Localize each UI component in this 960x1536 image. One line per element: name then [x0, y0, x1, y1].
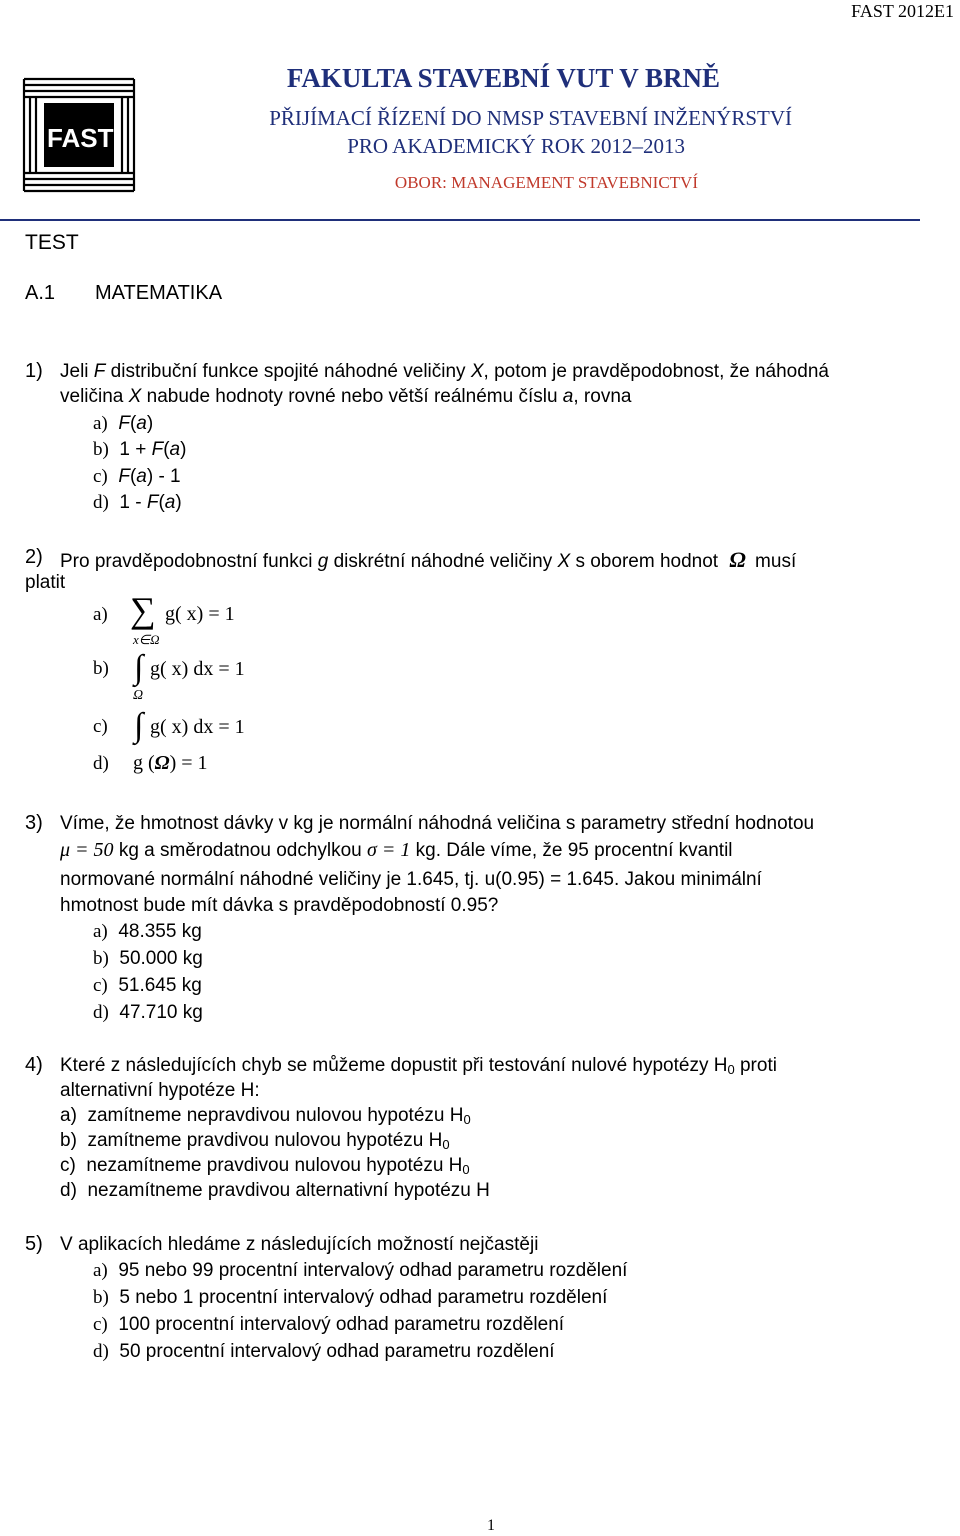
q4-number: 4) [25, 1054, 43, 1076]
q2-option-d-label: d) [93, 753, 109, 774]
q5-option-d: d) 50 procentní intervalový odhad parametru rozdělení [93, 1341, 555, 1362]
header-rule [0, 219, 920, 221]
q4-option-d: d) nezamítneme pravdivou alternativní hypotézu H [60, 1180, 490, 1201]
q3-number: 3) [25, 812, 43, 834]
q4-option-c: c) nezamítneme pravdivou nulovou hypotézu $H_0$ [60, 1155, 470, 1177]
q2-option-c: g( x) dx = 1 [150, 716, 245, 738]
q4-option-b: b) zamítneme pravdivou nulovou hypotézu $H_0$ [60, 1130, 450, 1152]
q2-option-b: g( x) dx = 1 [150, 658, 245, 680]
academic-year: PRO AKADEMICKÝ ROK 2012–2013 [347, 134, 685, 158]
q5-option-b: b) 5 nebo 1 procentní intervalový odhad parametru rozdělení [93, 1287, 608, 1308]
section-number: A.1 [25, 282, 56, 304]
logo-text: FAST [47, 123, 114, 153]
q5-number: 5) [25, 1233, 43, 1255]
q3-line1: Víme, že hmotnost dávky v kg je normální náhodná veličina s parametry střední hodnotou [60, 813, 815, 834]
sum-symbol: ∑ [130, 590, 156, 630]
q1-option-b: b) 1 + F(a) [93, 439, 187, 460]
q3-line3: normované normální náhodné veličiny je 1.645, tj. u(0.95) = 1.645. Jakou minimální [60, 869, 762, 890]
document-id: FAST 2012E1 [851, 1, 954, 21]
faculty-title: FAKULTA STAVEBNÍ VUT V BRNĚ [286, 63, 720, 93]
q3-line4: hmotnost bude mít dávka s pravděpodobností 0.95? [60, 895, 499, 916]
q2-line1: Pro pravděpodobnostní funkci g diskrétní náhodné veličiny X s oborem hodnot Ω musí [60, 547, 797, 572]
q3-option-c: c) 51.645 kg [93, 975, 202, 996]
q2-option-d: g (Ω) = 1 [133, 752, 208, 774]
integral-symbol: ∫ [134, 649, 144, 686]
q1-line2: veličina X nabude hodnoty rovné nebo větší reálnému číslu a, rovna [60, 386, 632, 407]
q4-line1: Které z následujících chyb se můžeme dopustit při testování nulové hypotézy $H_0$ proti [60, 1055, 777, 1077]
omega-symbol: Ω [729, 547, 746, 572]
q1-option-c: c) F(a) - 1 [93, 466, 181, 487]
admission-title: PŘIJÍMACÍ ŘÍZENÍ DO NMSP STAVEBNÍ INŽENÝRSTVÍ [269, 106, 792, 130]
q5-option-a: a) 95 nebo 99 procentní intervalový odhad parametru rozdělení [93, 1260, 628, 1281]
q2-option-a-subscript: x∈Ω [133, 632, 160, 647]
section-title: MATEMATIKA [95, 282, 223, 304]
q4-option-a: a) zamítneme nepravdivou nulovou hypotézu $H_0$ [60, 1105, 471, 1127]
test-label: TEST [25, 231, 79, 254]
q4-line2: alternativní hypotéze H: [60, 1080, 260, 1101]
q2-line2: platit [25, 572, 66, 593]
q2-option-b-subscript: Ω [133, 688, 144, 703]
q5-line1: V aplikacích hledáme z následujících možností nejčastěji [60, 1234, 539, 1255]
q1-option-d: d) 1 - F(a) [93, 492, 182, 513]
q2-option-b-label: b) [93, 658, 109, 679]
q3-option-a: a) 48.355 kg [93, 921, 202, 942]
study-field: OBOR: MANAGEMENT STAVEBNICTVÍ [394, 173, 698, 192]
q5-option-c: c) 100 procentní intervalový odhad parametru rozdělení [93, 1314, 565, 1335]
q1-line1: Jeli F distribuční funkce spojité náhodné veličiny X, potom je pravděpodobnost, že náhodná [60, 361, 829, 382]
page-number: 1 [487, 1517, 495, 1534]
q2-number: 2) [25, 546, 43, 568]
fast-logo [20, 75, 138, 195]
integral-symbol: ∫ [134, 707, 144, 744]
q1-number: 1) [25, 360, 43, 382]
q3-line2: μ = 50 kg a směrodatnou odchylkou σ = 1 kg. Dále víme, že 95 procentní kvantil [60, 839, 733, 861]
q2-option-a: g( x) = 1 [165, 603, 235, 625]
q1-option-a: a) F(a) [93, 413, 154, 434]
q3-option-b: b) 50.000 kg [93, 948, 203, 969]
q2-option-c-label: c) [93, 716, 108, 737]
q2-option-a-label: a) [93, 604, 108, 625]
q3-option-d: d) 47.710 kg [93, 1002, 203, 1023]
